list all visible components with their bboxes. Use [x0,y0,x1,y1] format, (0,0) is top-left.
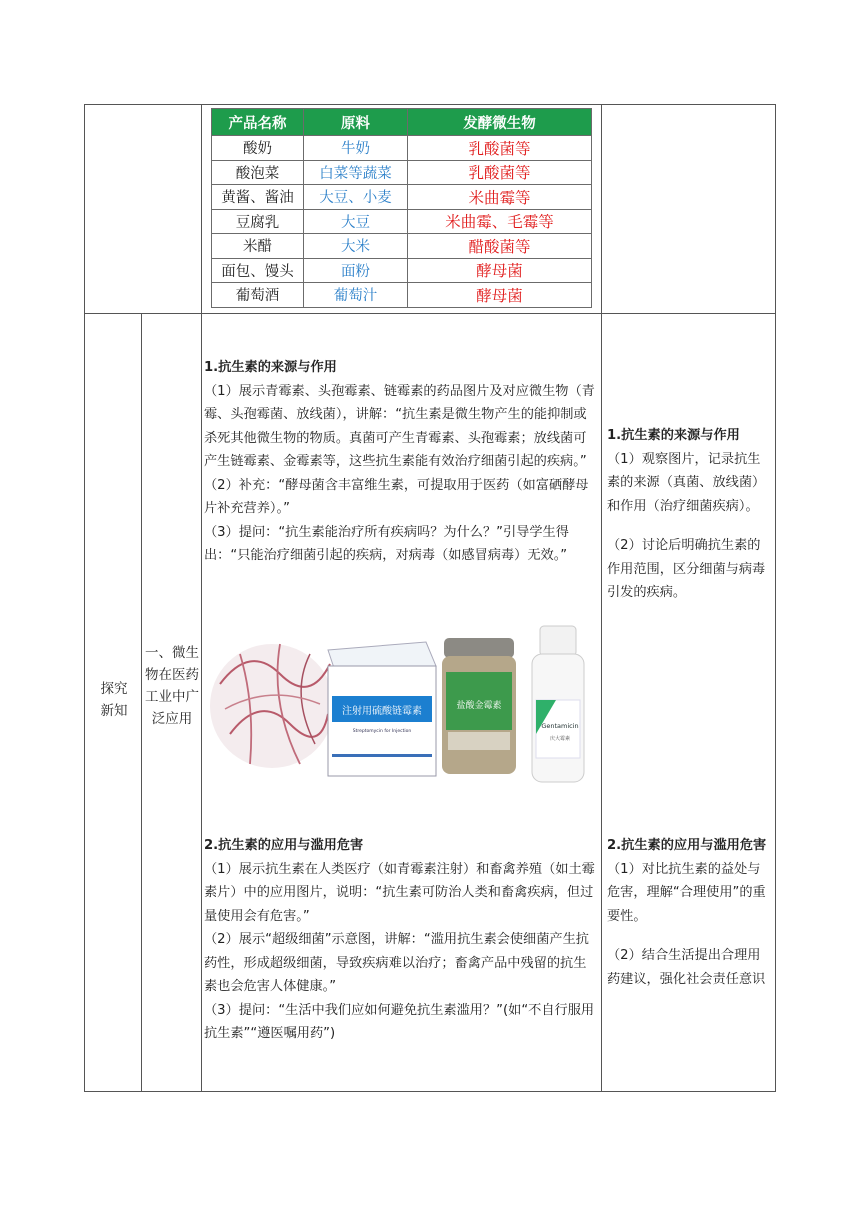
teacher-part2-para1: （1）展示抗生素在人类医疗（如青霉素注射）和畜禽养殖（如土霉素片）中的应用图片，说明：“抗生素可防治人类和畜禽疾病，但过量使用会有危害。” [204,861,595,924]
student-part1-para1: （1）观察图片，记录抗生素的来源（真菌、放线菌）和作用（治疗细菌疾病）。 [607,451,766,514]
raw-material-cell: 葡萄汁 [304,283,408,308]
table-row [212,136,592,161]
teacher-activities-part1 [204,356,596,568]
product-name-cell: 米醋 [212,234,304,259]
student-part1-para2: （2）讨论后明确抗生素的作用范围，区分细菌与病毒引发的疾病。 [607,538,766,600]
raw-material-cell: 大豆、小麦 [304,185,408,210]
raw-material-cell: 大米 [304,234,408,259]
student-part2-para1: （1）对比抗生素的益处与危害，理解“合理使用”的重要性。 [607,861,766,924]
product-name-cell: 面包、馒头 [212,258,304,283]
microbe-cell: 米曲霉等 [408,185,592,210]
teacher-part2-title: 2.抗生素的应用与滥用危害 [204,838,364,853]
product-name-cell: 豆腐乳 [212,209,304,234]
student-part2-title: 2.抗生素的应用与滥用危害 [607,838,767,853]
table-row [212,185,592,210]
teacher-part1-para2: （2）补充：“酵母菌含丰富维生素，可提取用于医药（如富硒酵母片补充营养）。” [204,477,589,516]
gentamicin-bottle-image [532,626,584,782]
spacer [607,518,769,534]
microbe-cell: 醋酸菌等 [408,234,592,259]
jar-label-text: 盐酸金霉素 [456,701,502,711]
teacher-part2-para2: （2）展示“超级细菌”示意图，讲解：“滥用抗生素会使细菌产生抗药性，形成超级细菌，导致疾病难以治疗；畜禽产品中残留的抗生素也会危害人体健康。” [204,932,589,994]
box-title-text: 注射用硫酸链霉素 [342,706,422,717]
teacher-part2-para3: （3）提问：“生活中我们应如何避免抗生素滥用？”(如“不自行服用抗生素”“遵医嘱用药”) [204,1002,595,1041]
student-part2-para2: （2）结合生活提出合理用药建议，强化社会责任意识 [607,948,766,987]
teacher-part1-para1: （1）展示青霉素、头孢霉素、链霉素的药品图片及对应微生物（青霉、头孢霉菌、放线菌），讲解：“抗生素是微生物产生的能抑制或杀死其他微生物的物质。真菌可产生青霉素、头孢霉素；放线菌可产生链霉素、金霉素等，这些抗生素能有效治疗细菌引起的疾病。” [204,383,595,469]
student-activities-part1 [607,424,769,605]
box-subtitle-text: Streptomycin for Injection [352,729,412,734]
microbe-cell: 乳酸菌等 [408,160,592,185]
raw-material-cell: 牛奶 [304,136,408,161]
product-name-cell: 酸泡菜 [212,160,304,185]
student-activities-part2 [607,834,769,991]
table-divider [84,313,776,314]
column-header: 发酵微生物 [408,109,592,136]
raw-material-cell: 大豆 [304,209,408,234]
streptomyces-microscope-image [210,644,334,768]
product-name-cell: 黄酱、酱油 [212,185,304,210]
raw-material-cell: 面粉 [304,258,408,283]
table-divider [141,314,142,1092]
raw-material-cell: 白菜等蔬菜 [304,160,408,185]
microbe-cell: 酵母菌 [408,258,592,283]
stage-label: 探究新知 [100,681,128,719]
teacher-activities-part2 [204,834,596,1046]
table-row [212,209,592,234]
table-row [212,234,592,259]
product-name-cell: 葡萄酒 [212,283,304,308]
table-header-row [212,109,592,136]
column-header: 原料 [304,109,408,136]
table-row [212,283,592,308]
fermentation-products-table [211,108,592,308]
table-divider [201,104,202,1092]
section-label: 一、微生物在医药工业中广泛应用 [145,645,199,727]
microbe-cell: 乳酸菌等 [408,136,592,161]
streptomycin-box-image [328,642,436,776]
bottle-sub-text: 庆大霉素 [549,736,571,742]
bottle-label-text: Gentamicin [541,722,579,730]
microbe-cell: 米曲霉、毛霉等 [408,209,592,234]
table-row [212,160,592,185]
table-divider [601,104,602,1092]
column-header: 产品名称 [212,109,304,136]
student-part1-title: 1.抗生素的来源与作用 [607,428,740,443]
chlortetracycline-jar-image [442,638,516,774]
teacher-part1-title: 1.抗生素的来源与作用 [204,360,337,375]
microbe-cell: 酵母菌 [408,283,592,308]
antibiotics-image-strip [210,624,594,790]
teacher-part1-para3: （3）提问：“抗生素能治疗所有疾病吗？为什么？”引导学生得出：“只能治疗细菌引起的疾病，对病毒（如感冒病毒）无效。” [204,524,569,563]
spacer [607,928,769,944]
product-name-cell: 酸奶 [212,136,304,161]
table-row [212,258,592,283]
